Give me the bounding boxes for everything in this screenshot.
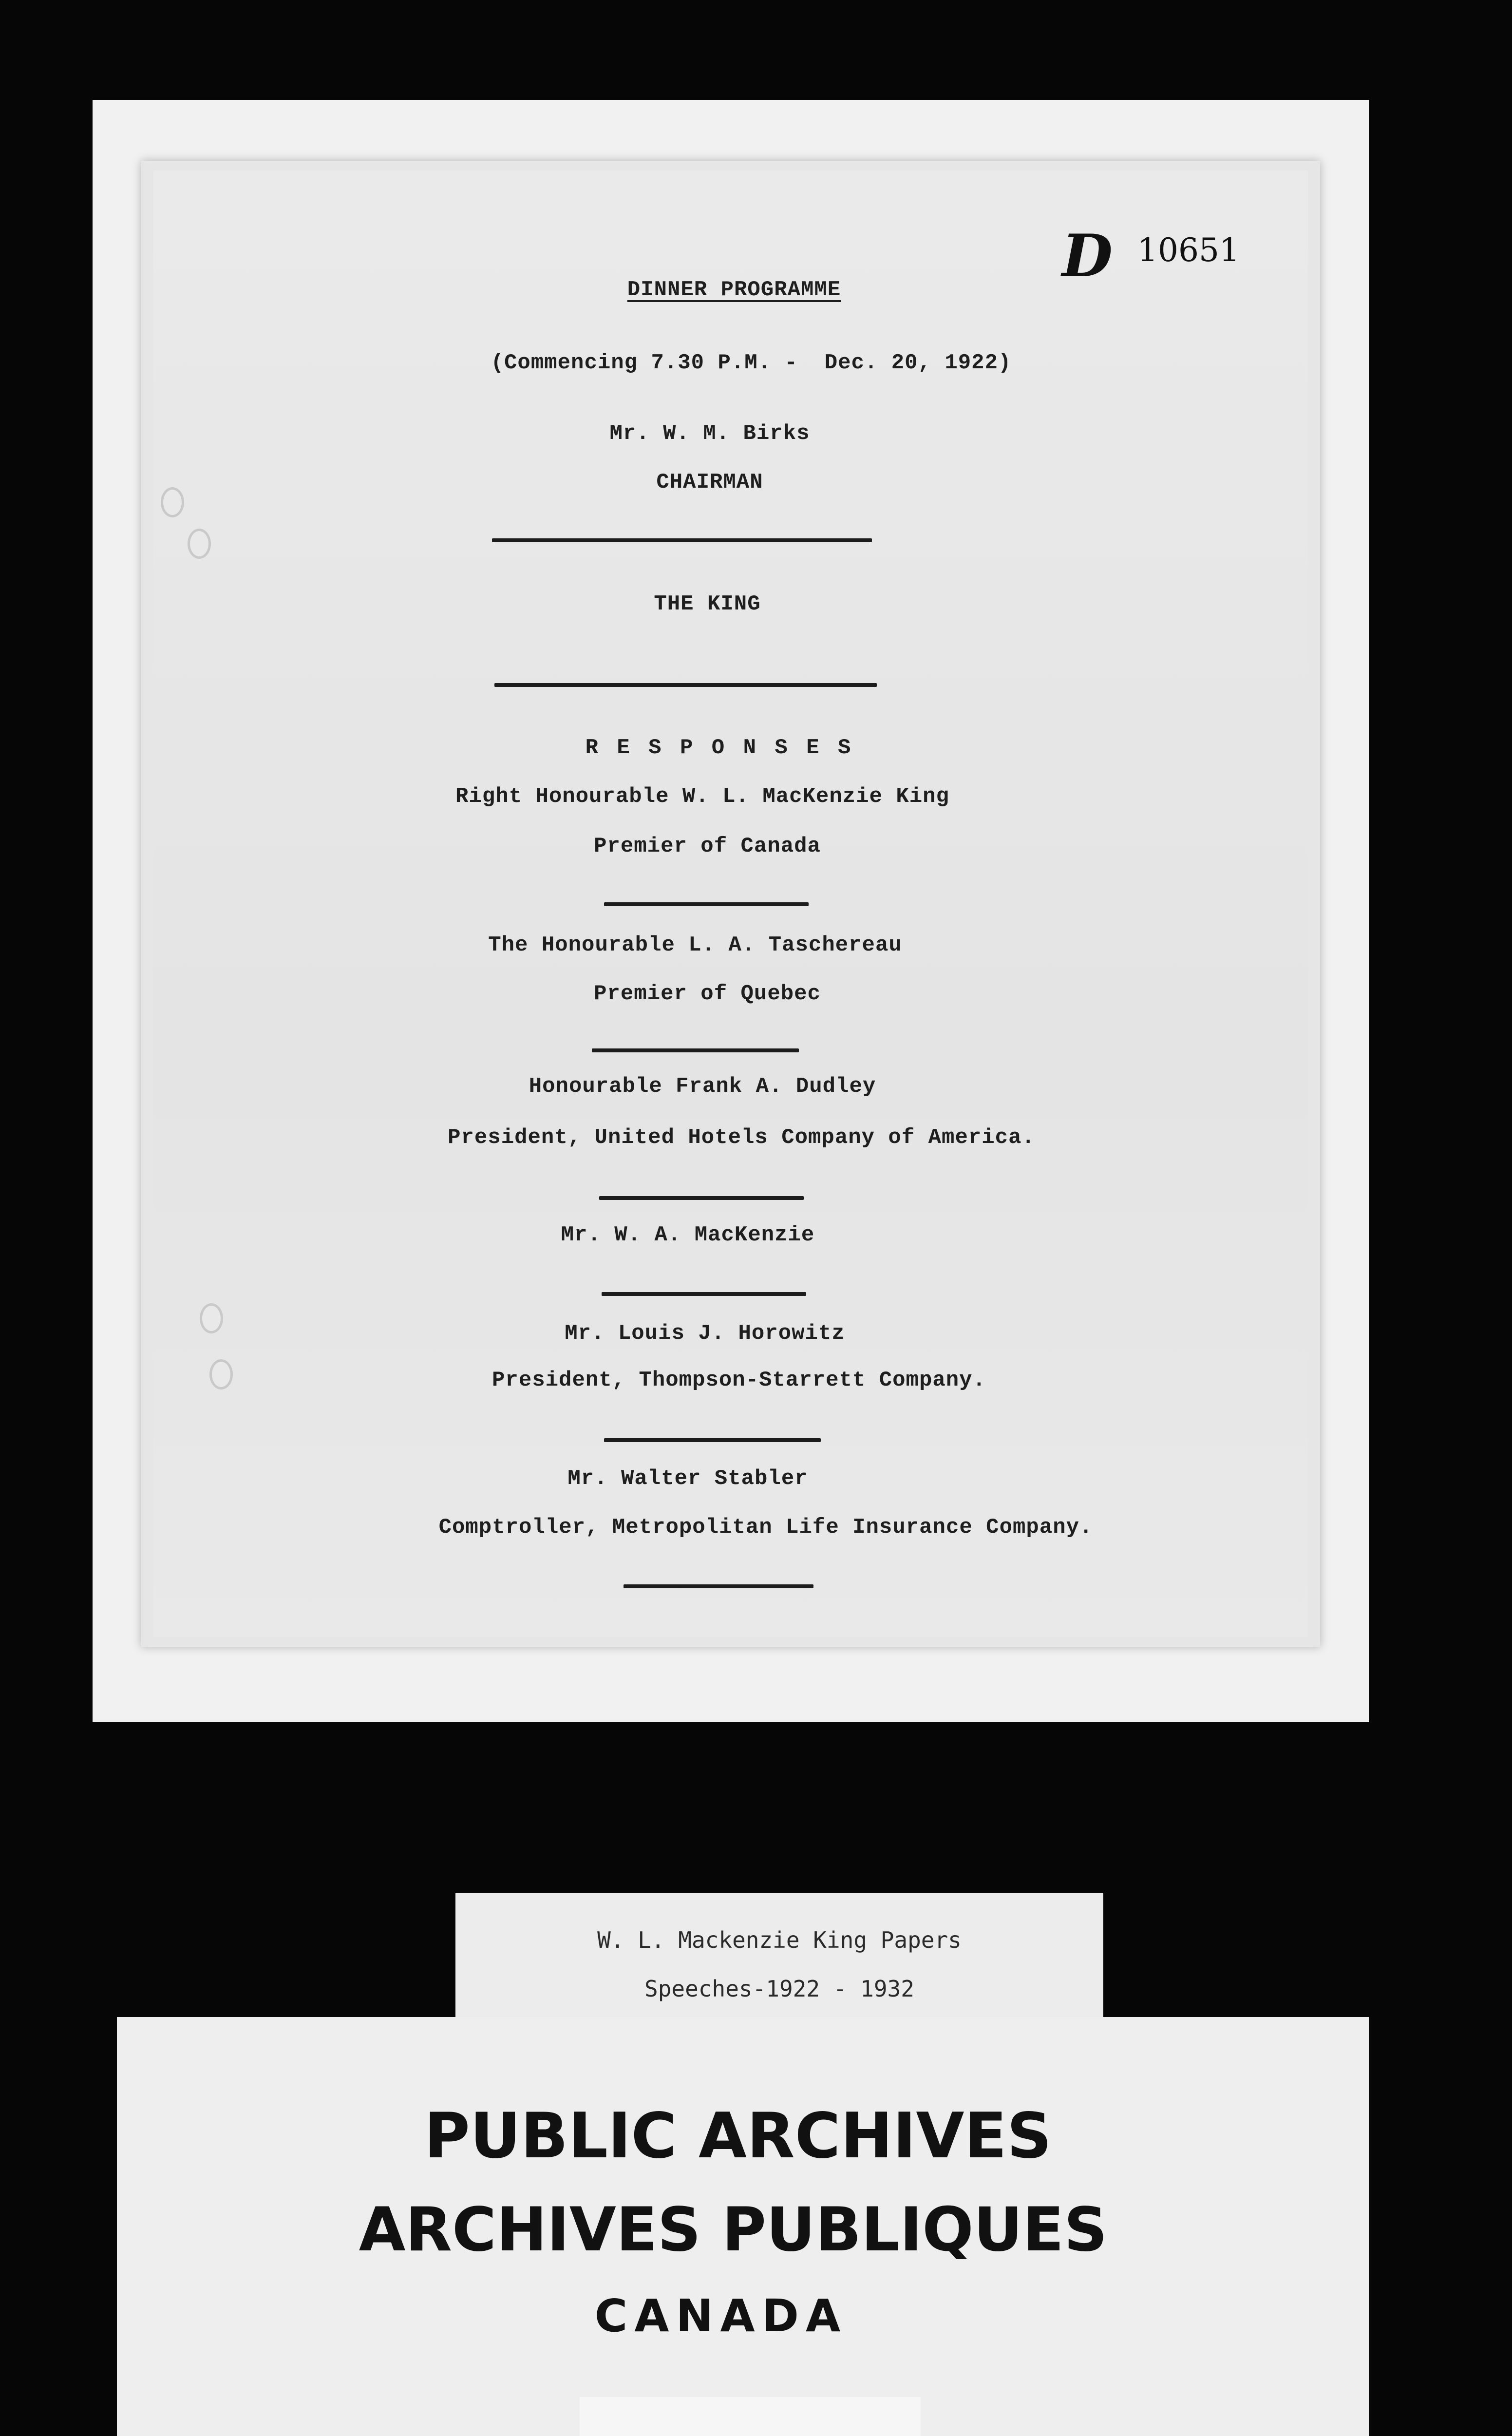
- document-number: 10651: [1137, 231, 1240, 269]
- speaker-title: President, United Hotels Company of America.: [448, 1125, 1035, 1150]
- archive-line-country: CANADA: [594, 2290, 848, 2342]
- responses-heading: R E S P O N S E S: [585, 736, 854, 760]
- speaker-name: Honourable Frank A. Dudley: [529, 1074, 876, 1099]
- chairman-role: CHAIRMAN: [656, 470, 763, 495]
- speaker-name: Mr. W. A. MacKenzie: [561, 1223, 815, 1247]
- divider-line: [599, 1196, 804, 1200]
- speaker-title: Comptroller, Metropolitan Life Insurance Company.: [438, 1515, 1093, 1540]
- divider-line: [592, 1048, 799, 1052]
- archive-line-english: PUBLIC ARCHIVES: [424, 2100, 1052, 2172]
- archive-stamp: [117, 2017, 1369, 2436]
- chairman-name: Mr. W. M. Birks: [609, 421, 810, 446]
- series-name: Speeches-1922 - 1932: [644, 1976, 914, 2002]
- speaker-name: Right Honourable W. L. MacKenzie King: [455, 784, 949, 809]
- speaker-title: President, Thompson-Starrett Company.: [492, 1368, 986, 1392]
- speaker-title: Premier of Canada: [594, 834, 821, 858]
- speaker-name: The Honourable L. A. Taschereau: [488, 933, 902, 957]
- programme-date: (Commencing 7.30 P.M. - Dec. 20, 1922): [491, 351, 1012, 375]
- divider-line: [602, 1292, 806, 1296]
- speaker-name: Mr. Walter Stabler: [567, 1466, 808, 1491]
- speaker-name: Mr. Louis J. Horowitz: [565, 1321, 845, 1346]
- divider-line: [604, 902, 809, 906]
- divider-line: [494, 683, 877, 687]
- divider-line: [492, 538, 872, 542]
- archive-line-french: ARCHIVES PUBLIQUES: [359, 2195, 1108, 2265]
- divider-line: [624, 1584, 813, 1588]
- speaker-title: Premier of Quebec: [594, 982, 821, 1006]
- archive-file-label: [455, 1893, 1103, 2034]
- programme-title: DINNER PROGRAMME: [627, 278, 841, 302]
- collection-name: W. L. Mackenzie King Papers: [597, 1927, 962, 1953]
- document-number-prefix: D: [1062, 222, 1113, 290]
- toast-heading: THE KING: [654, 592, 761, 616]
- tape-strip: [580, 2397, 921, 2436]
- divider-line: [604, 1438, 821, 1442]
- punch-hole: [188, 529, 211, 559]
